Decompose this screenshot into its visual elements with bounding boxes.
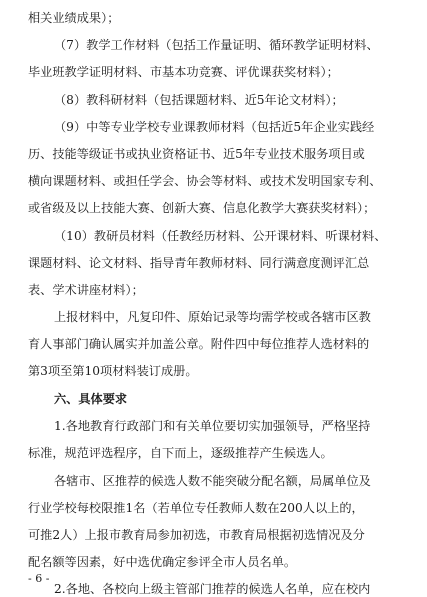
text-line: 第3项至第10项材料装订成册。 xyxy=(28,364,198,378)
section-heading: 六、具体要求 xyxy=(54,392,128,406)
text-line: 可推2人）上报市教育局参加初选，市教育局根据初选情况及分 xyxy=(28,528,365,542)
text-line: 育人事部门确认属实并加盖公章。附件四中每位推荐人选材料的 xyxy=(28,337,370,351)
text-line: （9）中等专业学校专业课教师材料（包括近5年企业实践经 xyxy=(54,120,375,134)
text-line: （8）教科研材料（包括课题材料、近5年论文材料）； xyxy=(54,93,344,107)
text-line: 标准，规范评选程序，自下而上，逐级推荐产生候选人。 xyxy=(28,446,333,460)
page-number: - 6 - xyxy=(28,572,50,585)
text-line: 行业学校每校限推1名（若单位专任教师人数在200人以上的， xyxy=(28,501,364,515)
text-line: （10）教研员材料（任教经历材料、公开课材料、听课材料、 xyxy=(54,229,387,243)
text-line: 毕业班教学证明材料、市基本功竞赛、评优课获奖材料）； xyxy=(28,65,339,79)
text-line: 表、学术讲座材料）； xyxy=(28,283,144,297)
text-line: 或省级及以上技能大赛、创新大赛、信息化教学大赛获奖材料）； xyxy=(28,201,376,215)
text-line: 相关业绩成果）； xyxy=(28,11,120,25)
text-line: 1.各地教育行政部门和有关单位要切实加强领导，严格坚持 xyxy=(54,419,371,433)
text-line: 横向课题材料、或担任学会、协会等材料、或技术发明国家专利、 xyxy=(28,174,382,188)
text-line: 2.各地、各校向上级主管部门推荐的候选人名单，应在校内 xyxy=(54,582,371,596)
text-line: 各辖市、区推荐的候选人数不能突破分配名额，局属单位及 xyxy=(54,474,371,488)
text-line: 上报材料中，凡复印件、原始记录等均需学校或各辖市区教 xyxy=(54,310,371,324)
text-line: 配名额等因素，好中选优确定参评全市人员名单。 xyxy=(28,555,297,569)
text-line: 历、技能等级证书或执业资格证书、近5年专业技术服务项目或 xyxy=(28,147,365,161)
text-line: （7）教学工作材料（包括工作量证明、循环教学证明材料、 xyxy=(54,38,379,52)
text-line: 课题材料、论文材料、指导青年教师材料、同行满意度测评汇总 xyxy=(28,256,370,270)
